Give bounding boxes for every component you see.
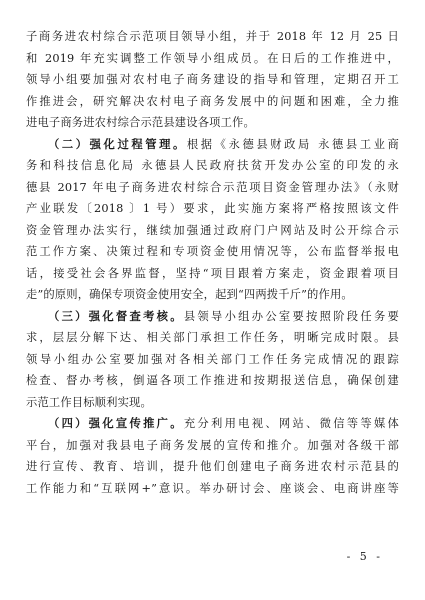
- body-text: 话，接受社会各界监督，坚持“项目跟着方案走，资金跟着项目: [26, 266, 399, 280]
- body-text: 工作能力和“互联网+”意识。举办研讨会、座谈会、电商讲座等: [26, 481, 399, 495]
- text-line: [26, 177, 399, 199]
- text-line: [26, 327, 399, 349]
- text-line: [26, 198, 399, 220]
- text-line: [26, 220, 399, 242]
- text-line: [26, 91, 399, 113]
- body-text: 平台，加强对我县电子商务发展的宣传和推介。加强对各级干部: [26, 438, 399, 452]
- body-text: 充分利用电视、网站、微信等等媒体: [183, 417, 399, 430]
- body-text: 领导小组要加强对农村电子商务建设的指导和管理，定期召开工: [26, 73, 399, 86]
- text-line: [26, 435, 399, 457]
- body-text: 根据《永德县财政局 永德县工业商: [186, 137, 399, 151]
- section-heading: （四）强化宣传推广。: [48, 416, 184, 430]
- text-line: [26, 456, 399, 478]
- section-heading: （二）强化过程管理。: [48, 136, 187, 151]
- body-text: 示范工作目标顺利实现。: [26, 395, 152, 409]
- text-line: [26, 134, 399, 156]
- text-line: [26, 48, 399, 70]
- text-line: [26, 241, 399, 263]
- text-line: [26, 69, 399, 91]
- body-text: 进电子商务进农村综合示范县建设各项工作。: [26, 116, 255, 129]
- text-line: [26, 370, 399, 392]
- body-text: 子商务进农村综合示范项目领导小组，并于 2018 年 12 月 25 日: [26, 30, 399, 43]
- body-text: 和 2019 年充实调整工作领导小组成员。在日后的工作推进中，: [26, 51, 399, 65]
- page-number: - 5 -: [346, 550, 383, 563]
- body-text: 资金管理办法实行，继续加强通过政府门户网站及时公开综合示: [26, 223, 399, 237]
- body-text: 作推进会，研究解决农村电子商务发展中的问题和困难，全力推: [26, 94, 399, 108]
- text-line: [26, 263, 399, 285]
- body-text: 县领导小组办公室要按照阶段任务要: [183, 309, 399, 323]
- text-line: [26, 392, 399, 414]
- text-line: [26, 478, 399, 500]
- text-line: [26, 26, 399, 48]
- text-line: [26, 284, 399, 306]
- body-text: 德县 2017 年电子商务进农村综合示范项目资金管理办法》（永财: [26, 180, 399, 194]
- text-line: [26, 349, 399, 371]
- body-text: 范工作方案、决策过程和专项资金使用情况等，公布监督举报电: [26, 245, 399, 258]
- text-line: [26, 306, 399, 328]
- section-heading: （三）强化督查考核。: [48, 308, 184, 323]
- body-text: 进行宣传、教育、培训，提升他们创建电子商务进农村示范县的: [26, 460, 399, 473]
- document-body: [26, 26, 399, 499]
- text-line: [26, 155, 399, 177]
- body-text: 检查、督办考核，倒逼各项工作推进和按期报送信息，确保创建: [26, 374, 399, 387]
- body-text: 领导小组办公室要加强对各相关部门工作任务完成情况的跟踪: [26, 352, 399, 366]
- body-text: 求，层层分解下达、相关部门承担工作任务，明晰完成时限。县: [26, 331, 399, 344]
- body-text: 务和科技信息化局 永德县人民政府扶贫开发办公室的印发的永: [26, 159, 399, 172]
- body-text: 走”的原则，确保专项资金使用安全，起到“四两拨千斤”的作用。: [26, 288, 353, 301]
- body-text: 产业联发〔2018 〕1 号）要求，此实施方案将严格按照该文件: [26, 202, 399, 215]
- text-line: [26, 413, 399, 435]
- text-line: [26, 112, 399, 134]
